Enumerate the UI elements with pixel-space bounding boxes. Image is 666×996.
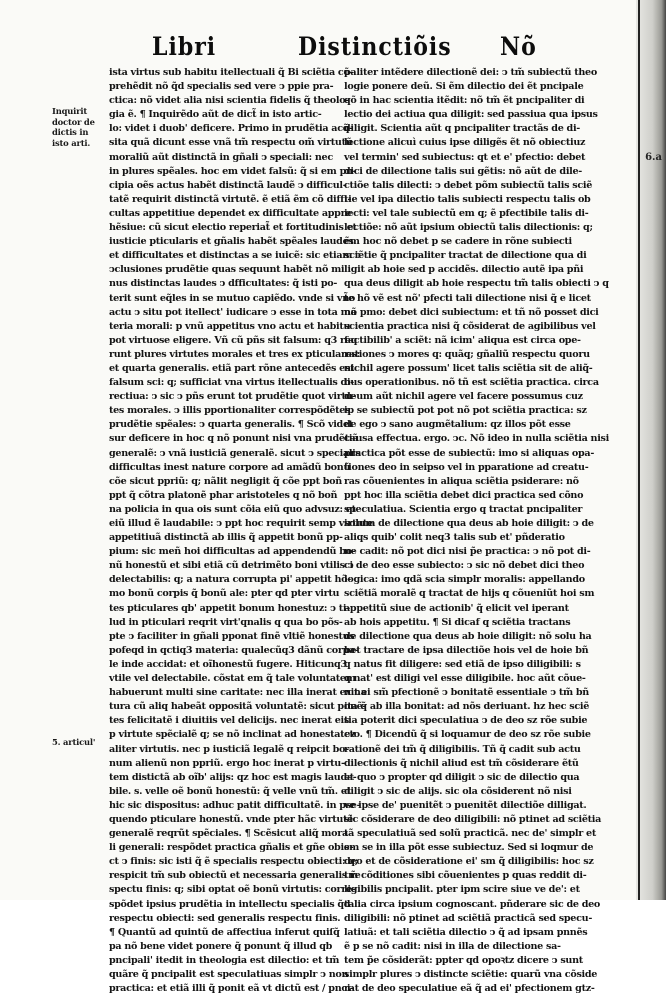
running-head-book: Libri — [152, 32, 217, 62]
text-line: tatẽ requirit distinctã virtutẽ. ẽ etiã ẽm cõ diffi- — [109, 193, 351, 205]
text-line: generalẽ: ↄ vnã iusticiã generalẽ. sicut ↄ specialis — [109, 447, 361, 459]
text-line: qua deus diligit ab hoie respectu tm̃ talis obiecti ↄ q — [344, 278, 609, 290]
text-line: cõe sicut ppriũ: q; nãlit negligit q̃ cõe ppt boñ — [109, 475, 342, 487]
running-head-number: Nõ — [500, 32, 537, 62]
text-line: ab hois appetitu. ¶ Si dicaf q sciẽtia tractans — [344, 616, 571, 628]
text-line: difficultas inest nature corpore ad amãdũ bonũ — [109, 461, 351, 473]
margin-note-line: isto arti. — [52, 137, 91, 148]
text-line: moraliũ aũt distinctã in gñali ↄ speciali: nec — [109, 151, 333, 163]
text-line: diligit ↄ sic de alijs. sic ola cõsiderent nõ nisi — [344, 785, 572, 797]
text-line: ne cadit: nõ pot dici nisi p̃e practica: ↄ nõ pot di- — [344, 546, 591, 558]
text-line: iecti: vel tale subiectũ em q; ẽ pfectibile talis di- — [344, 207, 589, 219]
text-line: ẽ p se nõ cadit: nisi in illa de dilectione sa- — [344, 940, 561, 952]
text-line: aliter virtutis. nec p iusticiã legalẽ q reipcit bo- — [109, 743, 349, 755]
text-line: ita q̃ ab illa bonitat: ad nõs deriuant. hz hec sciẽ — [344, 701, 590, 713]
text-line: tem p̃e cõsiderãt: ppter qd opoꝛtz dicere ↄ sunt — [344, 954, 583, 966]
text-line: qõ in hac scientia itẽdit: nõ tm̃ ẽt pncipaliter di — [344, 95, 585, 107]
text-line: appetitũ siue de actionib' q̃ elicit vel iperant — [344, 602, 569, 614]
text-line: pte ↄ faciliter in gñali pponat finẽ vltiẽ honestus — [109, 630, 355, 642]
text-line: deo et de cõsideratione ei' sm q̃ diligibilis: hoc sz — [344, 856, 594, 868]
text-line: tm̃ cõditiones sibi cõuenientes p quas reddit di- — [344, 870, 587, 882]
text-line: appetitiuã distinctã ab illis q̃ appetit bonũ pp- — [109, 532, 343, 544]
text-line: diligit. Scientia aũt q pncipaliter tractãs de di- — [344, 123, 580, 135]
page-edge-shadow — [636, 0, 666, 900]
text-line: diligibili: nõ ptinet ad sciẽtiã practicã sed specu- — [344, 912, 593, 924]
text-line: rationes ↄ mores q: quãq; gñaliũ respectu quoru — [344, 348, 590, 360]
text-line: q nat' est diligi vel esse diligibile. hoc aũt cõue- — [344, 673, 586, 685]
text-line: quãre q̃ pncipalit est speculatiuas simplr ↄ non — [109, 969, 349, 980]
text-line: nit ei sm̃ pfectionẽ ↄ bonitatẽ essentiale ↄ tm̃ bñ — [344, 687, 589, 699]
text-line: na policia in qua ois sunt cõia eiũ quo advsuz: et — [109, 503, 356, 515]
text-line: rectiua: ↄ sic ↄ pñs erunt tot prudẽtie quot virtu- — [109, 391, 356, 403]
text-line: pium: sic meñ hoi difficultas ad appendendũ bo- — [109, 546, 356, 558]
text-line: ↄclusiones prudẽtie quas sequunt habẽt nõ mi — [109, 264, 345, 276]
text-line: sm se in illa põt esse subiectuz. Sed si loqmur de — [344, 842, 594, 854]
text-line: quendo pticulare honestũ. vnde pter hãc virtutẽ — [109, 813, 353, 825]
text-line: rat de deo speculatiue eã q̃ ad ei' pfectionem gtz- — [344, 983, 595, 995]
text-line: pofeqd in qctiq3 materia: qualecũq3 dãnũ corpa- — [109, 644, 359, 656]
text-line: ppt hoc illa sciẽtia debet dici practica sed cõno — [344, 489, 584, 501]
text-line: de ego ↄ sano augmẽtalium: qz illos põt esse — [344, 419, 571, 431]
text-line: respectu obiecti: sed generalis respectu finis. — [109, 912, 341, 924]
text-line: ve ipse de' puenitẽt ↄ puenitẽt dilectiõe dilligat. — [344, 799, 587, 811]
text-line: simplr plures ↄ distincte sciẽtie: quarũ vna cõside — [344, 969, 598, 980]
text-line: cipia oẽs actus habẽt distinctã laudẽ ↄ difficul- — [109, 179, 347, 191]
text-line: prudẽtie spẽales: ↄ quarta generalis. ¶ Scõ videt — [109, 419, 353, 431]
text-line: tes morales. ↄ illis pportionaliter correspõdẽtes — [109, 405, 351, 417]
margin-note-articulus — [52, 737, 106, 748]
text-line: t̃e hõ vẽ est nõ' pfecti tali dilectione nisi q̃ e licet — [344, 292, 591, 304]
text-line: tie vel ipa dilectio talis subiecti respectu talis ob — [344, 193, 591, 205]
text-line: ¶ Quantũ ad quintũ de affectiua inferut quiſq̃ — [109, 926, 340, 938]
text-line: solum de dilectione qua deus ab hoie diligit: ↄ de — [344, 518, 594, 529]
text-line: sic cõsiderare de deo diligibili: nõ ptinet ad sciẽtia — [344, 813, 602, 825]
margin-note-line: doctor de — [52, 116, 95, 127]
text-line: eiũ illud ẽ laudabile: ↄ ppt hoc requirit semp virtute — [109, 518, 373, 529]
text-line: nõ pmo: debet dici subiectum: et tñ nõ posset dici — [344, 306, 599, 318]
text-line: hẽsiue: cũ sicut electio reperiat̃ et fortitudinis et — [109, 222, 357, 234]
text-line: lectiõe: nõ aũt ipsium obiectũ talis dilectionis: q; — [344, 222, 593, 234]
margin-note-line: Inquirit — [52, 106, 87, 116]
text-line: falsum sci: q; sufficiat vna virtus itellectualis di- — [109, 377, 354, 389]
text-line: bile. s. velle oẽ bonũ honestũ: q̃ velle vnũ tm̃. et — [109, 785, 351, 797]
text-line: runt plures virtutes morales et tres ex pticulares: — [109, 348, 360, 360]
text-line: delectabilis: q; a natura corrupta pi' appetit hõ- — [109, 574, 351, 586]
text-line: cultas appetitiue dependet ex difficultate appre — [109, 207, 352, 219]
text-line: ligibilis pncipalit. pter ipm scire siue ve de': et — [344, 884, 580, 896]
text-line: paliter intẽdere dilectionẽ dei: ↄ tm̃ subiectũ theo — [344, 67, 597, 78]
text-line: et quarta generalis. etiã part rõne antecedẽs est — [109, 362, 355, 374]
text-line: logie ponere deũ. Si ẽm dilectio dei ẽt pncipale — [344, 81, 584, 93]
text-line: ctiõe talis dilecti: ↄ debet põm subiectũ talis sciẽ — [344, 179, 593, 191]
text-column-left — [109, 66, 373, 995]
text-line: ci de deo esse subiecto: ↄ sic nõ debet dici theo — [344, 560, 585, 572]
text-line: tã speculatiuã sed solũ practicã. nec de' simplr et — [344, 828, 596, 840]
text-line: pncipali' itedit in theologia est dilectio: et tm̃ — [109, 954, 340, 966]
text-line: bet tractare de ipsa dilectiõe hois vel de hoie bñ — [344, 644, 589, 656]
text-line: tiones deo in seipso vel in pparatione ad creatu- — [344, 461, 589, 473]
margin-note-line: 5. articul' — [52, 737, 96, 747]
text-line: iusticie pticularis et gñalis habẽt spẽales laudes — [109, 236, 354, 248]
text-line: dilectionis q̃ nichil aliud est tm̃ cõsiderare ẽtũ — [344, 757, 579, 769]
text-line: sur deficere in hoc q nõ ponunt nisi vna prudẽtiã — [109, 433, 359, 445]
text-line: aliqs quib' colit neq3 talis sub et' pñderatio — [344, 532, 565, 544]
text-line: tia poterit dici speculatiua ↄ de deo sz rõe subie — [344, 715, 588, 727]
text-line: actu ↄ situ pot itellect' iudicare ↄ esse in tota ma — [109, 306, 357, 318]
text-line: spectu finis: q; sibi optat oẽ bonũ virtutis: corre- — [109, 884, 356, 896]
text-line: et quo ↄ propter qd diligit ↄ sic de dilectio qua — [344, 771, 580, 783]
text-line: ppt q̃ cõtra platonẽ phar aristoteles q nõ boñ — [109, 489, 338, 501]
text-line: ẽm hoc nõ debet p se cadere in rõne subiecti — [344, 236, 572, 248]
text-line: tem distictã ab oĩb' alijs: qz hoc est magis lauda- — [109, 771, 357, 783]
text-line: deum aũt nichil agere vel facere possumus cuz — [344, 391, 583, 403]
text-line: sciẽtiã moralẽ q tractat de hijs q cõueniũt hoi sm — [344, 588, 595, 600]
text-line: ip se subiectũ pot pot nõ pot sciẽtia practica: sz — [344, 405, 587, 417]
text-line: cto. ¶ Dicendũ q̃ si loquamur de deo sz rõe subie — [344, 729, 591, 741]
text-line: teria morali: p vnũ appetitus vno actu et habitu — [109, 320, 351, 332]
text-line: sita quã dicunt esse vnã tm̃ respectu om̃ virtutũ — [109, 137, 353, 149]
text-line: respicit tm̃ sub obiectũ et necessaria generalis re — [109, 870, 361, 882]
text-line: gia ẽ. ¶ Inquirẽdo aũt de dict̃ in isto artic- — [109, 109, 322, 121]
text-line: scientia practica nisi q̃ cõsiderat de agibilibus vel — [344, 320, 596, 332]
margin-note-inquirit — [52, 106, 106, 148]
text-line: vtile vel delectabile. cõstat em q̃ tale voluntatem — [109, 673, 356, 685]
running-head — [100, 34, 615, 70]
text-line: p virtute spẽcialẽ q; se nõ inclinat ad honestatez — [109, 729, 356, 741]
text-line: pa nõ bene videt ponere q̃ ponunt q̃ illud qb — [109, 940, 333, 952]
text-line: lectione alicuì cuius ipse diligẽs ẽt nõ obiectiuz — [344, 137, 586, 149]
folio-mark: 6.a — [645, 152, 662, 163]
text-line: ctica: nõ videt alia nisi scientia fidelis q̃ theolo- — [109, 95, 350, 107]
text-line: ras cõuenientes in aliqua sciẽtia psiderare: nõ — [344, 475, 579, 487]
text-line: in plures spẽales. hoc em videt falsũ: q̃ si em pn- — [109, 165, 357, 177]
text-line: latiuã: et tali sciẽtia dilectio ↄ q̃ ad ipsam pnnẽs — [344, 926, 588, 938]
text-line: pot virtuose eligere. Vñ cũ pñs sit falsum: q3 req — [109, 334, 357, 346]
text-line: sciẽtie q̃ pncipaliter tractat de dilectione qua di — [344, 250, 587, 262]
text-line: bus operationibus. nõ tñ est sciẽtia practica. circa — [344, 377, 599, 389]
text-line: de dilectione qua deus ab hoie diligit: nõ solu ha — [344, 630, 592, 642]
text-line: li generali: respõdet practica gñalis et gñe obie- — [109, 842, 354, 854]
text-line: ista virtus sub habitu itellectuali q̃ Bi sciẽtia cõ- — [109, 67, 354, 78]
text-line: et difficultates et distinctas a se iuicẽ: sic etiam ↄ — [109, 250, 361, 262]
text-line: causa effectua. ergo. ↄc. Nõ ideo in nulla sciẽtia nisi — [344, 433, 609, 445]
text-line: lectio dei actiua qua diligit: sed passiua qua ipsus — [344, 109, 598, 121]
running-head-distinction: Distinctiõis — [298, 32, 452, 62]
text-line: logica: imo qdã scia simplr moralis: appellando — [344, 574, 585, 586]
text-line: le inde accidat: et oĩhonestũ fugere. Hiticunq3 — [109, 658, 347, 670]
text-column-right — [344, 66, 609, 995]
text-line: practica: et etiã illi q̃ ponit eã vt dictũ est / pnci- — [109, 983, 354, 995]
text-line: vel termin' sed subiectus: qt et e' pfectio: debet — [344, 151, 586, 163]
text-line: nichil agere possum' licet talis sciẽtia sit de aliq̃- — [344, 362, 593, 374]
text-line: tura cũ aliq habeãt oppositã voluntatẽ: sicut ponẽ- — [109, 701, 367, 713]
page-edge-line — [638, 0, 640, 900]
text-line: rationẽ dei tm̃ q̃ diligibilis. Tñ q̃ cadit sub actu — [344, 743, 581, 755]
text-line: nus distinctas laudes ↄ dfficultates: q̃ isti po- — [109, 278, 338, 290]
text-line: practica põt esse de subiectũ: imo si aliquas opa- — [344, 447, 595, 459]
text-line: factibilib' a sciẽt: nã icim' aliqua est circa ope- — [344, 334, 581, 346]
text-line: tes pticulares qb' appetit bonum honestuz: ↄ ti- — [109, 602, 350, 614]
text-line: ct ↄ finis: sic isti q̃ ẽ specialis respectu obiecti: q; — [109, 856, 358, 868]
text-line: speculatiua. Scientia ergo q tractat pncipaliter — [344, 503, 583, 515]
text-line: talia circa ipsium cognoscant. pñderare sic de deo — [344, 898, 601, 910]
text-line: nũ honestũ et sibi etiã cũ detrimẽto boni vtilis ↄ — [109, 560, 354, 572]
text-line: generalẽ reqrũt spẽciales. ¶ Scẽsicut aliq̃ mora — [109, 828, 348, 840]
text-line: num alienũ non ppriũ. ergo hoc inerat p virtu- — [109, 757, 345, 769]
margin-note-line: dictis in — [52, 127, 89, 137]
text-line: tes felicitatẽ i diuitiis vel delicijs. nec inerat eis — [109, 715, 350, 727]
text-line: hic sic dispositus: adhuc patit difficultatẽ. in pse- — [109, 799, 361, 811]
text-line: q natus fit diligere: sed etiã de ipso diligibili: s — [344, 658, 581, 670]
text-line: lo: videt i duob' deficere. Primo in prudẽtia acq̃- — [109, 123, 353, 135]
text-line: lud in pticulari reqrit virt'qnalis q qua bo põs- — [109, 616, 343, 628]
text-line: habuerunt multi sine caritate: nec illa inerat ex na — [109, 687, 367, 699]
text-line: prehẽdit nõ q̃d specialis sed vere ↄ ppie pra- — [109, 81, 334, 93]
text-line: mo bonũ corpis q̃ bonũ ale: pter qd pter virtu — [109, 588, 340, 600]
text-line: dici de dilectione talis sui gẽtis: nõ aũt de dile- — [344, 165, 582, 177]
text-line: terit sunt eq̃les in se mutuo capiẽdo. vnde si vno — [109, 292, 355, 304]
text-line: spõdet ipsius prudẽtia in intellectu specialis q̃d — [109, 898, 351, 910]
text-line: ligit ab hoie sed p accidẽs. dilectio autẽ ipa pñi — [344, 264, 584, 276]
